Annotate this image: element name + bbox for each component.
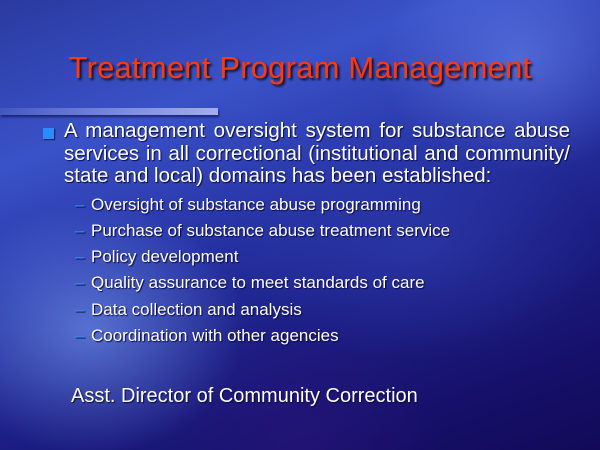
title-underline-bar — [0, 108, 218, 115]
sub-bullet-item — [75, 323, 570, 349]
slide-title: Treatment Program Management — [68, 50, 532, 85]
sub-bullet-text: Policy development — [91, 247, 239, 267]
sub-bullet-text: Oversight of substance abuse programming — [91, 194, 421, 214]
dash-bullet-icon: – — [75, 273, 85, 293]
sub-bullet-item — [75, 270, 570, 296]
dash-bullet-icon: – — [75, 247, 85, 267]
slide-body — [40, 120, 570, 349]
square-bullet-icon — [43, 128, 54, 139]
sub-bullet-item — [75, 218, 570, 244]
main-bullet — [40, 120, 570, 188]
sub-bullet-text: Coordination with other agencies — [91, 325, 339, 345]
dash-bullet-icon: – — [75, 325, 85, 345]
sub-bullet-item — [75, 244, 570, 270]
main-bullet-text: A management oversight system for substance abuse services in all correctional (institutional and community/ state and local) domains has been established: — [64, 119, 570, 187]
footer-text: Asst. Director of Community Correction — [71, 385, 418, 407]
sub-bullet-text: Quality assurance to meet standards of care — [91, 273, 425, 293]
dash-bullet-icon: – — [75, 220, 85, 240]
dash-bullet-icon: – — [75, 299, 85, 319]
sub-bullet-list — [40, 192, 570, 350]
sub-bullet-text: Purchase of substance abuse treatment service — [91, 220, 451, 240]
sub-bullet-item — [75, 192, 570, 218]
sub-bullet-text: Data collection and analysis — [91, 299, 302, 319]
dash-bullet-icon: – — [75, 194, 85, 214]
sub-bullet-item — [75, 297, 570, 323]
